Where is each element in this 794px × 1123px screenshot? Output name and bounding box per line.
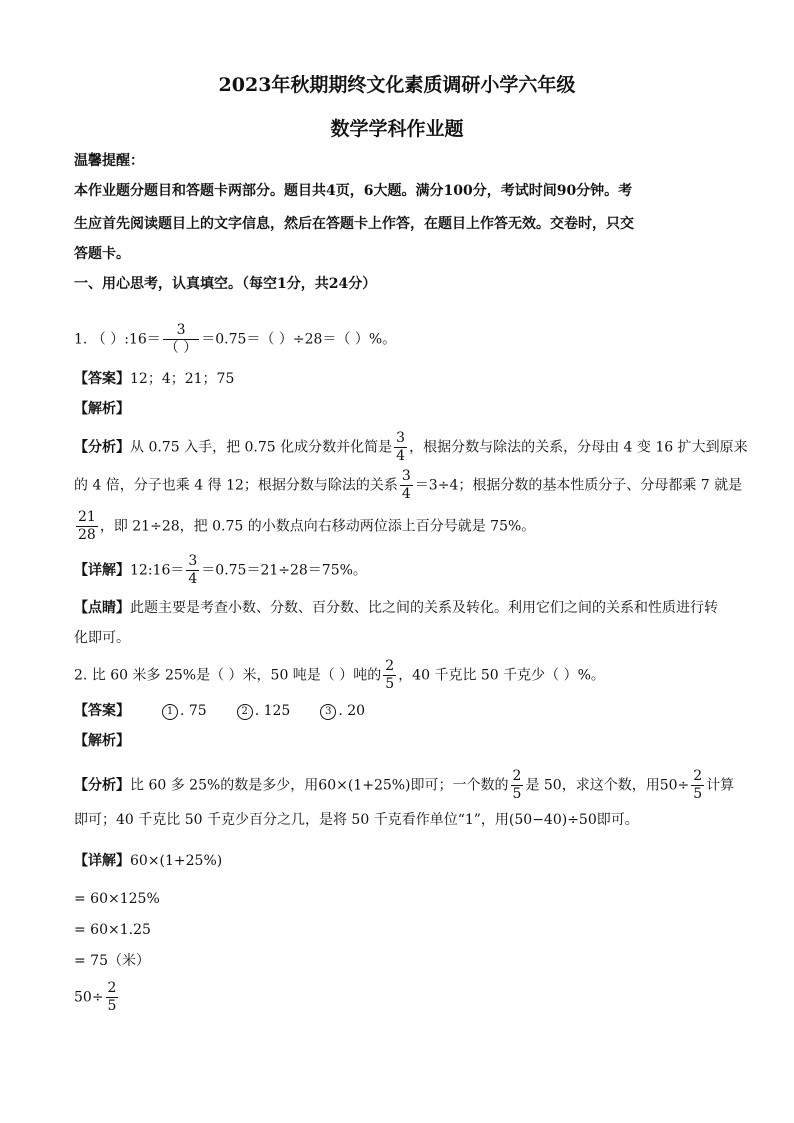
q1-fenxi-fraction-2 bbox=[400, 468, 413, 503]
q1-xiangjie-text-b: ＝0.75＝21÷28＝75%。 bbox=[201, 562, 367, 579]
q1-fenxi-fraction-1 bbox=[394, 430, 407, 465]
q1-fraction bbox=[163, 322, 199, 357]
q1-fenxi-text-e: ，即 21÷28，把 0.75 的小数点向右移动两位添上百分号就是 75%。 bbox=[99, 518, 536, 535]
q1-fenxi-text-b: ，根据分数与除法的关系，分母由 4 变 16 扩大到原来 bbox=[409, 439, 748, 456]
q1-prefix: 1. （ ）:16＝ bbox=[74, 331, 161, 348]
q2-fenxi-expr-3: (50−40)÷50 bbox=[508, 812, 597, 828]
q2-step-0: 60×(1+25%) bbox=[130, 853, 223, 869]
q1-xiangjie-text-a: 12:16＝ bbox=[130, 562, 185, 579]
q2-fenxi-expr-1: 60×(1+25%) bbox=[318, 777, 411, 794]
q1-fenxi-f3-num: 21 bbox=[78, 509, 96, 525]
q1-dianjing-text-a: 此题主要是考查小数、分数、百分数、比之间的关系及转化。利用它们之间的关系和性质进行转 bbox=[130, 600, 718, 616]
q1-frac-num: 3 bbox=[163, 322, 199, 340]
q2-fenxi-tag: 【分析】 bbox=[74, 777, 130, 794]
q2-fenxi-f2-den: 5 bbox=[512, 786, 522, 802]
notice-line-2: 生应首先阅读题目上的文字信息，然后在答题卡上作答，在题目上作答无效。交卷时，只交 bbox=[74, 216, 634, 232]
q1-fenxi-line-3 bbox=[74, 509, 535, 544]
q2-step-4-text: 50÷ bbox=[74, 989, 104, 1006]
q1-xiangjie-tag: 【详解】 bbox=[74, 562, 130, 579]
q1-fenxi-f2-den: 4 bbox=[401, 486, 411, 502]
notice-line-3: 答题卡。 bbox=[74, 246, 130, 262]
q1-fenxi-text-d: ＝3÷4；根据分数的基本性质分子、分母都乘 7 就是 bbox=[414, 477, 743, 494]
q2-fenxi-text-d: 计算 bbox=[706, 777, 735, 794]
q1-dianjing-tag: 【点睛】 bbox=[74, 600, 130, 616]
q2-jiexi-tag: 【解析】 bbox=[74, 733, 130, 749]
q2-answer-line bbox=[74, 701, 365, 721]
q2-fenxi-text-f: 即可。 bbox=[596, 812, 639, 828]
q2-question-fraction bbox=[383, 658, 396, 693]
q1-answer-tag: 【答案】 bbox=[74, 371, 130, 387]
q2-fenxi-text-c: 是 50，求这个数，用 bbox=[525, 777, 660, 794]
q1-fenxi-text-a: 从 0.75 入手，把 0.75 化成分数并化简是 bbox=[130, 439, 393, 456]
q2-f4-num: 2 bbox=[107, 980, 117, 996]
q1-xiangjie-line bbox=[74, 553, 367, 588]
doc-subtitle: 数学学科作业题 bbox=[330, 118, 464, 140]
q2-fenxi-line-2 bbox=[74, 810, 639, 830]
q2-step-4 bbox=[74, 980, 120, 1015]
q2-answer-3: . 20 bbox=[338, 703, 366, 719]
q2-f4-den: 5 bbox=[107, 998, 117, 1014]
q2-fenxi-line-1 bbox=[74, 768, 734, 803]
q2-f1-den: 5 bbox=[385, 676, 395, 692]
q2-text-a: 2. 比 60 米多 25%是（ ）米，50 吨是（ ）吨的 bbox=[74, 667, 382, 684]
section-1-heading: 一、用心思考，认真填空。（每空1分，共24分） bbox=[74, 276, 377, 292]
q1-question bbox=[74, 322, 396, 357]
q1-fenxi-line-2 bbox=[74, 468, 742, 503]
q1-xiangjie-fraction bbox=[186, 553, 199, 588]
q1-dianjing-line-1 bbox=[74, 598, 718, 618]
q2-step-2: = 60×1.25 bbox=[74, 922, 151, 938]
q2-fenxi-f3-den: 5 bbox=[693, 786, 703, 802]
q2-step-4-fraction bbox=[106, 980, 119, 1015]
q1-fenxi-f1-den: 4 bbox=[396, 448, 406, 464]
q1-fenxi-f1-num: 3 bbox=[396, 430, 406, 446]
q2-step-3: = 75（米） bbox=[74, 953, 150, 969]
q2-answer-mark-3: 3 bbox=[320, 704, 336, 720]
q2-fenxi-text-a: 比 60 多 25%的数是多少，用 bbox=[130, 777, 319, 794]
q2-fenxi-f2-num: 2 bbox=[512, 768, 522, 784]
q1-fenxi-fraction-3 bbox=[76, 509, 98, 544]
q2-fenxi-fraction-2 bbox=[691, 768, 704, 803]
q2-fenxi-text-b: 即可；一个数的 bbox=[410, 777, 509, 794]
q2-step-1: = 60×125% bbox=[74, 891, 160, 907]
q2-f1-num: 2 bbox=[385, 658, 395, 674]
q2-answer-2: . 125 bbox=[254, 703, 291, 719]
q1-frac-den: （ ） bbox=[164, 340, 198, 356]
q2-xiangjie-tag: 【详解】 bbox=[74, 853, 130, 869]
q1-jiexi-tag: 【解析】 bbox=[74, 401, 130, 417]
notice-line-1: 本作业题分题目和答题卡两部分。题目共4页，6大题。满分100分，考试时间90分钟。考 bbox=[74, 183, 633, 199]
q1-dianjing-line-2: 化即可。 bbox=[74, 630, 130, 646]
doc-title: 2023年秋期期终文化素质调研小学六年级 bbox=[218, 74, 576, 96]
q1-fenxi-line-1 bbox=[74, 430, 748, 465]
q2-fenxi-f3-num: 2 bbox=[693, 768, 703, 784]
q2-question bbox=[74, 658, 605, 693]
q1-xiangjie-f4-den: 4 bbox=[188, 571, 198, 587]
q2-xiangjie-line bbox=[74, 851, 222, 871]
q1-suffix: ＝0.75＝（ ）÷28＝（ ）%。 bbox=[201, 331, 397, 348]
q2-answer-mark-1: 1 bbox=[162, 704, 178, 720]
q1-answer-line bbox=[74, 369, 234, 389]
q2-answer-1: . 75 bbox=[180, 703, 207, 719]
q1-fenxi-tag: 【分析】 bbox=[74, 439, 130, 456]
notice-label: 温馨提醒： bbox=[74, 153, 144, 169]
q2-fenxi-fraction-1 bbox=[511, 768, 524, 803]
q1-xiangjie-f4-num: 3 bbox=[188, 553, 198, 569]
q2-answer-mark-2: 2 bbox=[237, 704, 253, 720]
q2-fenxi-text-e: 即可；40 千克比 50 千克少百分之几，是将 50 千克看作单位“1”，用 bbox=[74, 812, 509, 828]
q1-fenxi-text-c: 的 4 倍，分子也乘 4 得 12；根据分数与除法的关系 bbox=[74, 477, 398, 494]
q1-fenxi-f2-num: 3 bbox=[401, 468, 411, 484]
q1-fenxi-f3-den: 28 bbox=[78, 527, 96, 543]
q1-answer: 12；4；21；75 bbox=[130, 371, 235, 387]
q2-fenxi-expr-2: 50÷ bbox=[659, 777, 690, 794]
q2-text-b: ，40 千克比 50 千克少（ ）%。 bbox=[398, 667, 605, 684]
q2-answer-tag: 【答案】 bbox=[74, 703, 130, 719]
